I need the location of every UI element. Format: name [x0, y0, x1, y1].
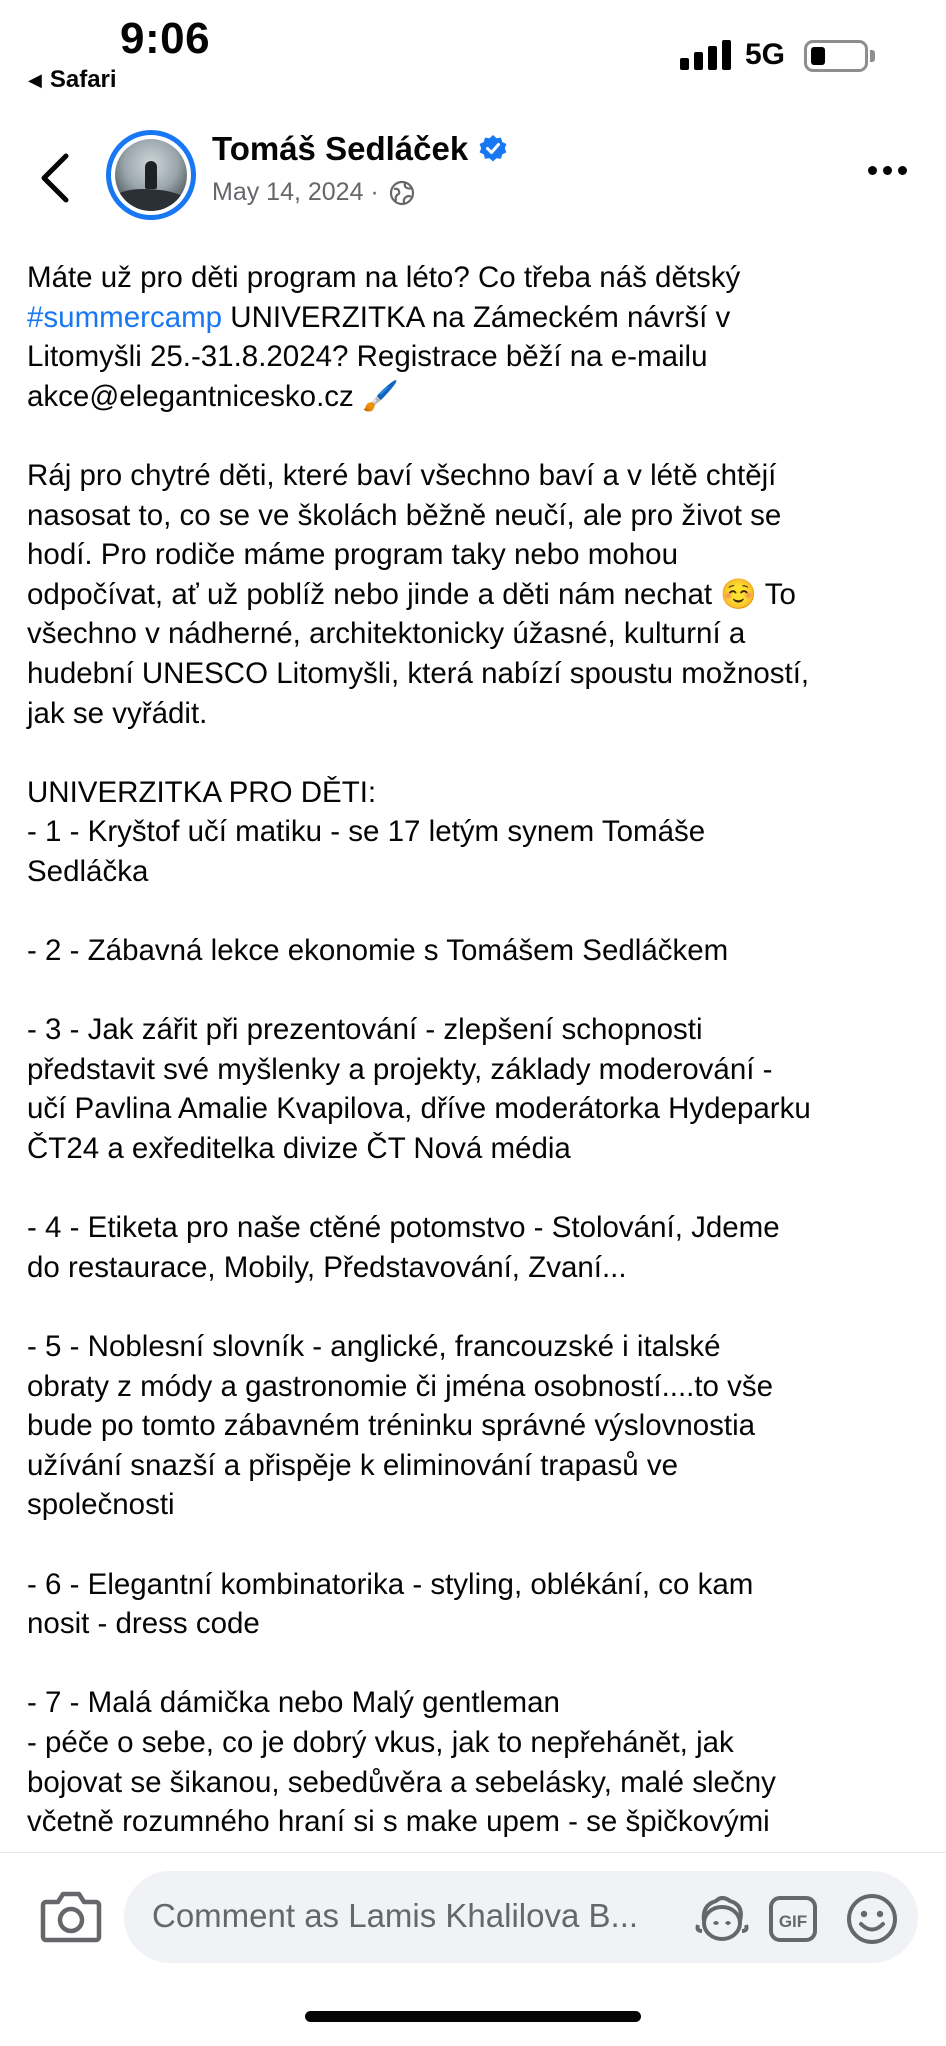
- status-time: 9:06: [120, 14, 211, 63]
- author-avatar[interactable]: [106, 130, 196, 220]
- gif-icon[interactable]: [768, 1895, 818, 1943]
- avatar-sticker-icon[interactable]: [694, 1891, 750, 1947]
- globe-icon: [389, 180, 415, 206]
- signal-icon: [680, 40, 731, 70]
- post-text-main: UNIVERZITKA na Zámeckém návrší v Litomyšli 25.-31.8.2024? Registrace běží na e-mailu akce@elegantnicesko.cz 🖌️ Ráj pro chytré děti, které baví všechno baví a v létě chtějí nasosat to, co se ve školách běžně neučí, ale pro život se hodí. Pro rodiče máme program taky nebo mohou odpočívat, ať už poblíž nebo jinde a děti nám nechat ☺️ To všechno v nádherné, architektonicky úžasné, kulturní a hudební UNESCO Litomyšli, která nabízí spoustu možností, jak se vyřádit. UNIVERZITKA PRO DĚTI: - 1 - Kryštof učí matiku - se 17 letým synem Tomáše Sedláčka - 2 - Zábavná lekce ekonomie s Tomášem Sedláčkem - 3 - Jak zářit při prezentování - zlepšení schopnosti představit své myšlenky a projekty, základy moderování - učí Pavlina Amalie Kvapilova, dříve moderátorka Hydeparku ČT24 a exředitelka divize ČT Nová média - 4 - Etiketa pro naše ctěné potomstvo - Stolování, Jdeme do restaurace, Mobily, Představování, Zvaní... - 5 - Noblesní slovník - anglické, francouzské i italské obraty z módy a gastronomie či jména osobností....to vše bude po tomto zábavném tréninku správné výslovnostia užívání snazší a přispěje k eliminování trapasů ve společnosti - 6 - Elegantní kombinatorika - styling, oblékání, co kam nosit - dress code - 7 - Malá dámička nebo Malý gentleman - péče o sebe, co je dobrý vkus, jak to nepřehánět, jak bojovat se šikanou, sebedůvěra a sebelásky, malé slečny včetně rozumného hraní si s make upem - se špičkovými: [27, 300, 811, 1839]
- battery-icon: [804, 40, 868, 72]
- status-bar: [0, 0, 946, 110]
- back-chevron-icon[interactable]: [36, 148, 76, 208]
- back-to-safari-link[interactable]: [28, 66, 117, 94]
- post-text-intro: Máte už pro děti program na léto? Co třeba náš dětský: [27, 261, 741, 294]
- home-indicator[interactable]: [305, 2011, 641, 2022]
- post-date[interactable]: [212, 178, 415, 207]
- comment-bar: [0, 1852, 946, 2046]
- hashtag-link[interactable]: #summercamp: [27, 300, 223, 334]
- svg-text:GIF: GIF: [778, 1912, 808, 1931]
- comment-placeholder: Comment as Lamis Khalilova B...: [152, 1897, 639, 1934]
- author-name-text: Tomáš Sedláček: [212, 130, 469, 167]
- network-type: 5G: [745, 38, 786, 71]
- author-name[interactable]: [212, 130, 508, 168]
- back-app-label: Safari: [49, 66, 117, 93]
- back-triangle-icon: ◀: [28, 69, 42, 90]
- post-header: [0, 120, 946, 230]
- battery-tip: [870, 50, 875, 62]
- avatar-image: [115, 139, 187, 211]
- verified-badge-icon: [478, 134, 508, 164]
- more-options-icon[interactable]: [868, 166, 907, 175]
- post-date-text: May 14, 2024 ·: [212, 178, 379, 206]
- post-text: [27, 258, 927, 1842]
- emoji-icon[interactable]: [844, 1891, 900, 1947]
- camera-icon[interactable]: [40, 1888, 102, 1944]
- comment-input[interactable]: [124, 1871, 918, 1963]
